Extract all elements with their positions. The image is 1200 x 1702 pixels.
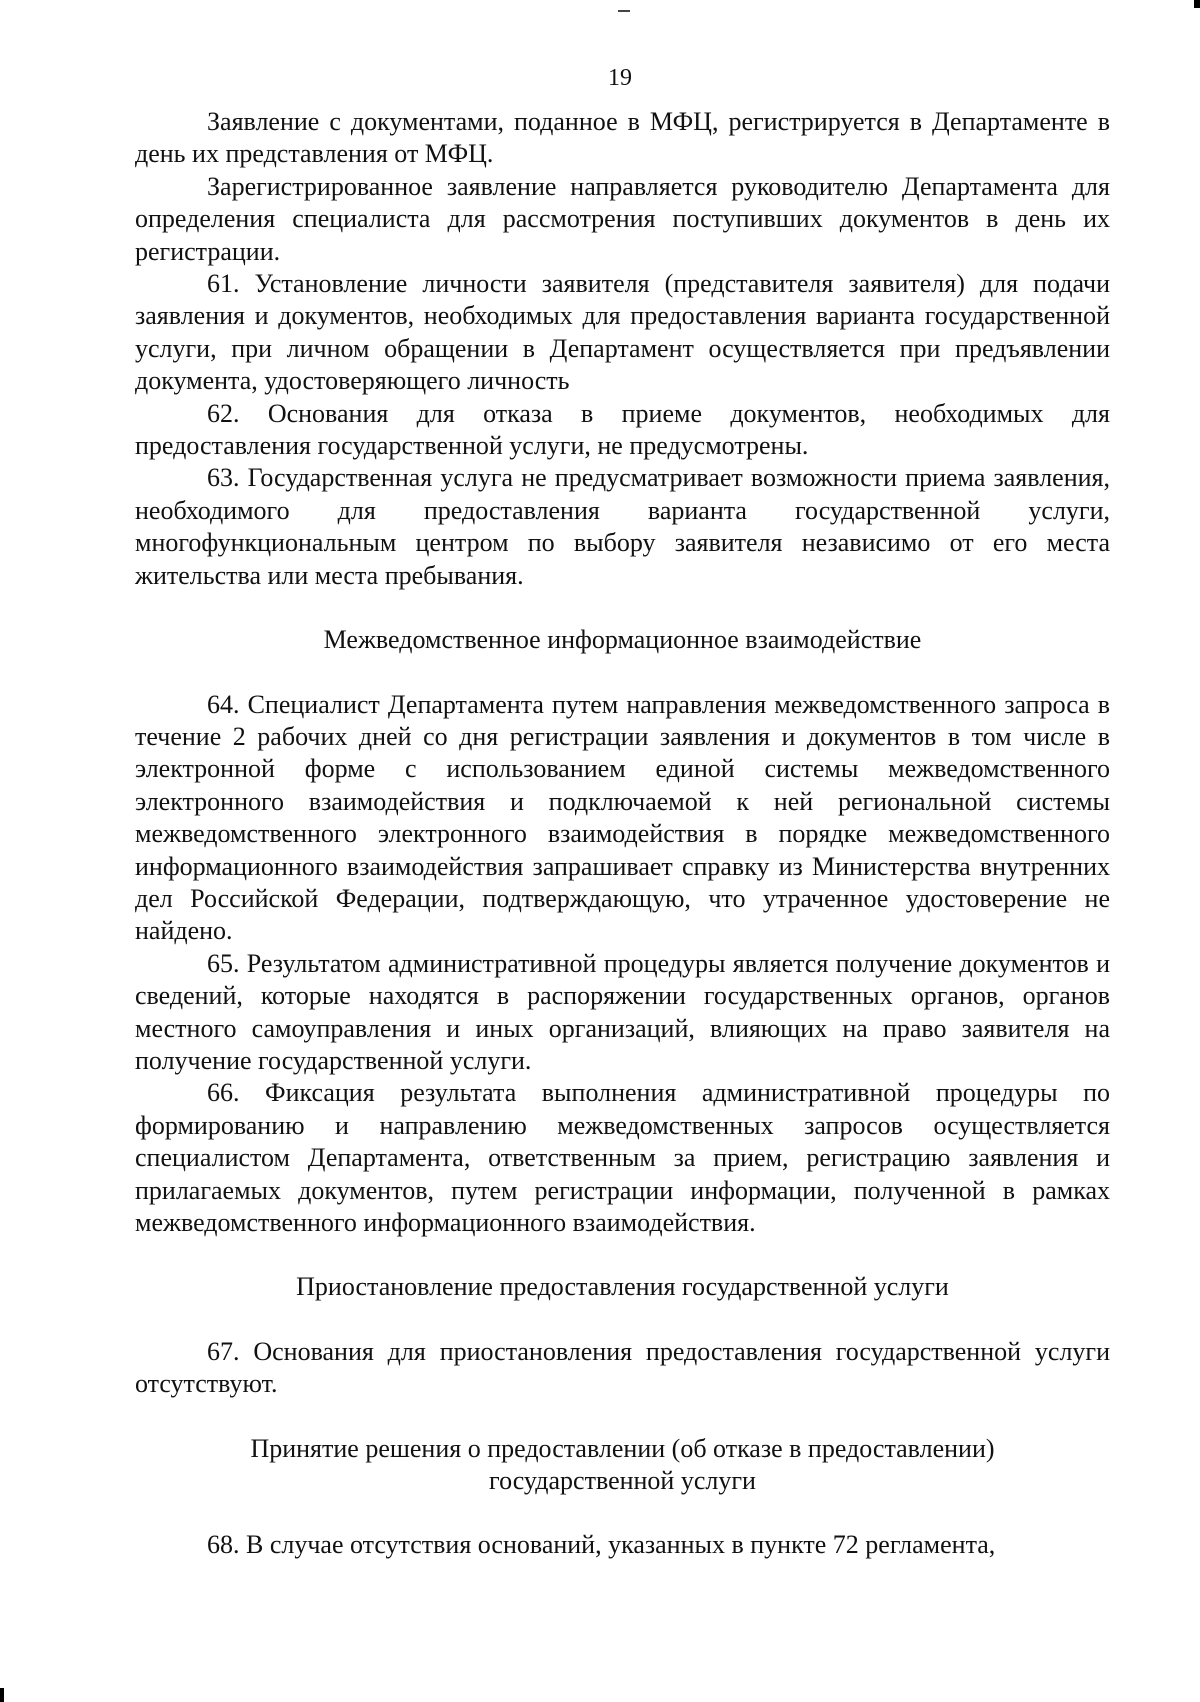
paragraph-64: 64. Специалист Департамента путем направления межведомственного запроса в течение 2 рабочих дней со дня регистрации заявления и документов в том числе в электронной форме с использованием единой системы межведомственного электронного взаимодействия и подключаемой к ней региональной системы межведомственного электронного взаимодействия в порядке межведомственного информационного взаимодействия запрашивает справку из Министерства внутренних дел Российской Федерации, подтверждающую, что утраченное удостоверение не найдено.: [135, 689, 1110, 946]
scan-artifact: [0, 1688, 4, 1702]
section-heading: Приостановление предоставления государственной услуги: [296, 1272, 949, 1302]
section-heading: Межведомственное информационное взаимодействие: [323, 625, 922, 655]
paragraph: Заявление с документами, поданное в МФЦ, регистрируется в Департаменте в день их представления от МФЦ.: [135, 107, 1110, 169]
paragraph-67: 67. Основания для приостановления предоставления государственной услуги отсутствуют.: [135, 1336, 1110, 1399]
scan-artifact: [618, 10, 630, 12]
paragraph-66: 66. Фиксация результата выполнения административной процедуры по формированию и направлению межведомственных запросов осуществляется специалистом Департамента, ответственным за прием, регистрацию заявления и прилагаемых документов, путем регистрации информации, полученной в рамках межведомственного информационного взаимодействия.: [135, 1078, 1110, 1237]
paragraph-65: 65. Результатом административной процедуры является получение документов и сведений, которые находятся в распоряжении государственных органов, органов местного самоуправления и иных организаций, влияющих на право заявителя на получение государственной услуги.: [135, 948, 1110, 1075]
paragraph-61: 61. Установление личности заявителя (представителя заявителя) для подачи заявления и документов, необходимых для предоставления варианта государственной услуги, при личном обращении в Департамент осуществляется при предъявлении документа, удостоверяющего личность: [135, 269, 1110, 396]
paragraph-63: 63. Государственная услуга не предусматривает возможности приема заявления, необходимого для предоставления варианта государственной услуги, многофункциональным центром по выбору заявителя независимо от его места жительства или места пребывания.: [135, 463, 1110, 590]
scan-artifact: [1194, 0, 1200, 8]
section-heading-line: государственной услуги: [489, 1466, 756, 1496]
section-heading: [135, 1433, 1110, 1498]
paragraph-68: 68. В случае отсутствия оснований, указанных в пункте 72 регламента,: [207, 1530, 996, 1560]
document-body: [135, 106, 1110, 1562]
paragraph-62: 62. Основания для отказа в приеме документов, необходимых для предоставления государственной услуги, не предусмотрены.: [135, 398, 1110, 461]
paragraph: Зарегистрированное заявление направляется руководителю Департамента для определения специалиста для рассмотрения поступивших документов в день их регистрации.: [135, 171, 1110, 266]
section-heading-line: Принятие решения о предоставлении (об отказе в предоставлении): [250, 1433, 995, 1463]
page-number: 19: [608, 65, 632, 91]
